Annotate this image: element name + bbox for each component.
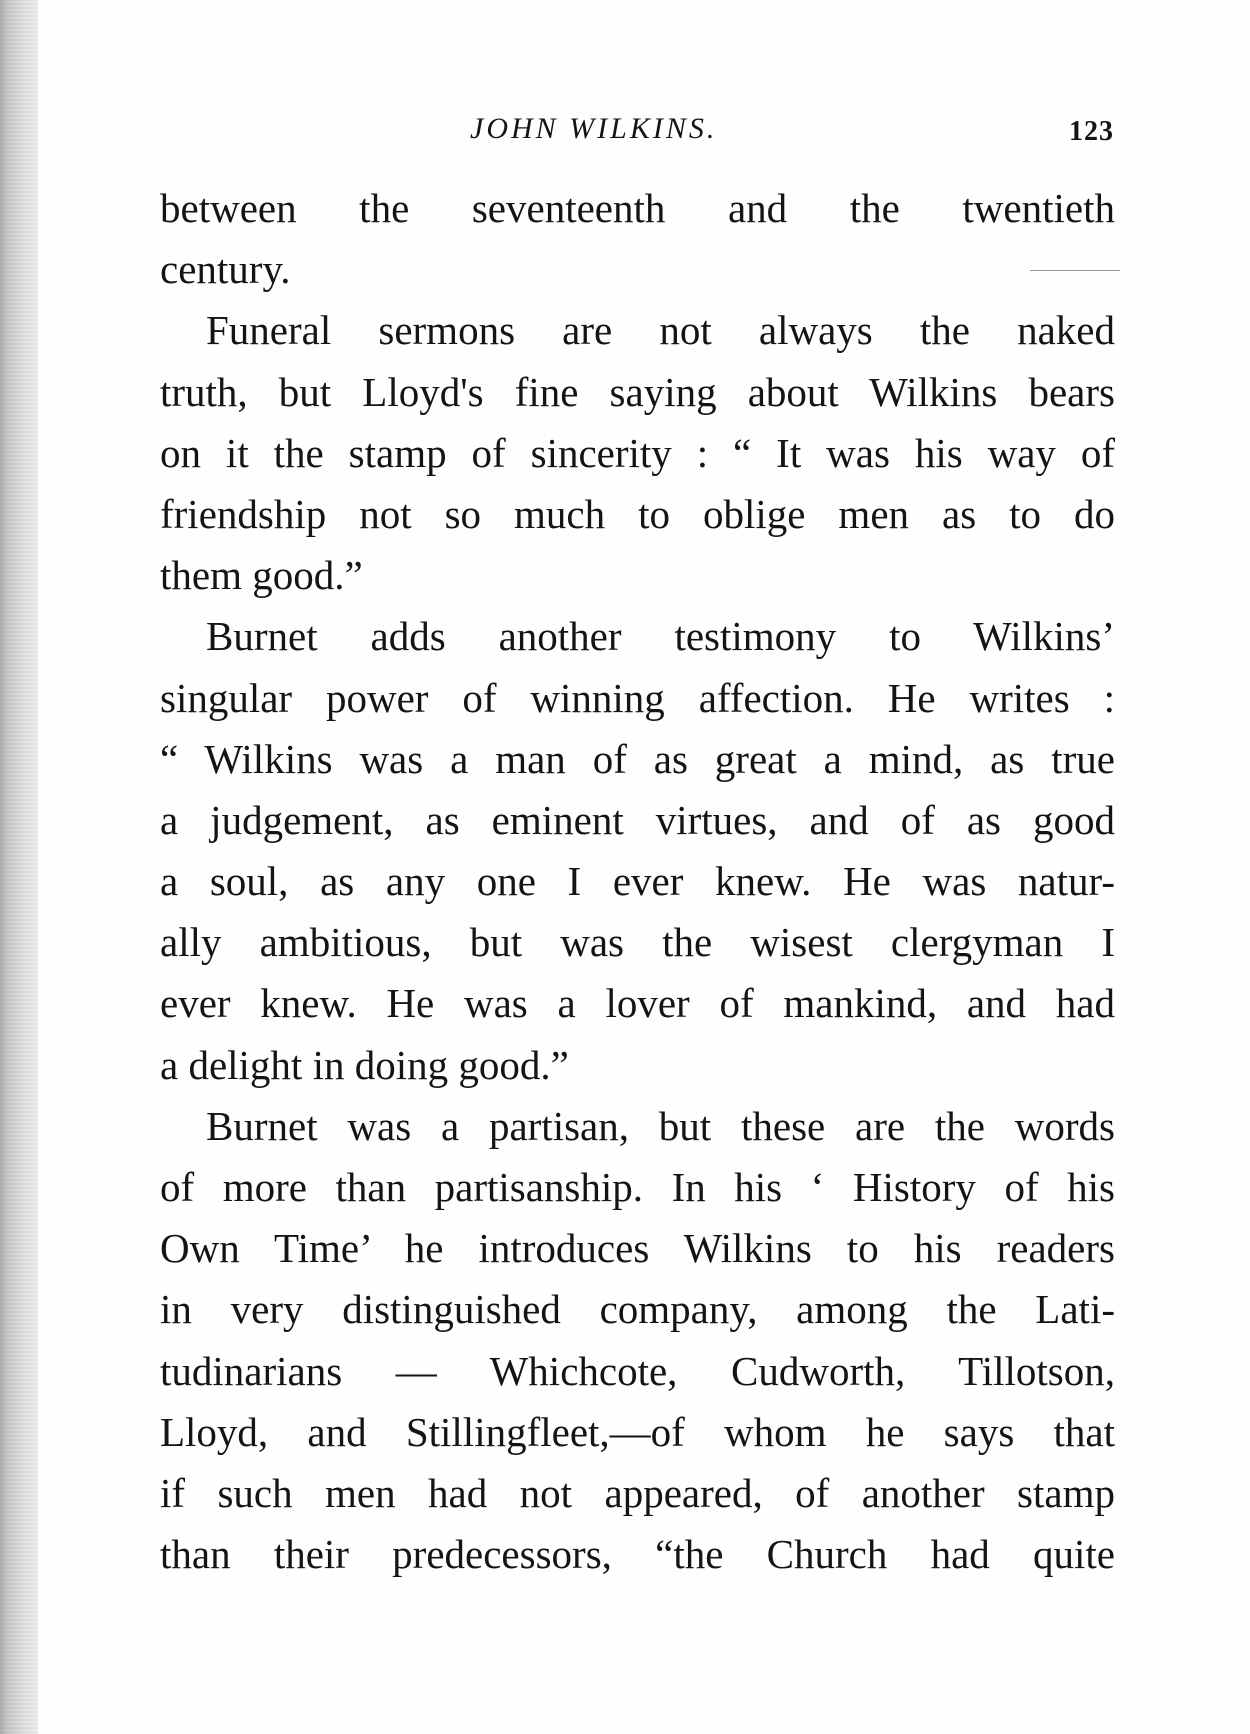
text-line: a soul, as any one I ever knew. He was natur- — [160, 858, 1115, 905]
scan-shadow-edge — [0, 0, 38, 1734]
text-line: singular power of winning affection. He writes : — [160, 674, 1115, 721]
running-header — [160, 112, 1120, 156]
text-line: them good.” — [160, 552, 363, 599]
text-line: a delight in doing good.” — [160, 1041, 569, 1088]
paragraph-start-line: Burnet was a partisan, but these are the words — [206, 1102, 1115, 1149]
text-line: a judgement, as eminent virtues, and of as good — [160, 796, 1115, 843]
text-line: of more than partisanship. In his ‘ History of his — [160, 1164, 1115, 1210]
text-line: ally ambitious, but was the wisest clergyman I — [160, 919, 1115, 966]
text-line: on it the stamp of sincerity : “ It was his way of — [160, 429, 1115, 476]
running-title: JOHN WILKINS. — [470, 112, 718, 145]
body-text — [160, 178, 1115, 1585]
text-line: “ Wilkins was a man of as great a mind, as true — [160, 735, 1115, 782]
text-line: friendship not so much to oblige men as to do — [160, 490, 1115, 537]
text-line: between the seventeenth and the twentieth — [160, 185, 1115, 231]
paragraph-start-line: Funeral sermons are not always the naked — [206, 307, 1115, 354]
text-line: tudinarians — Whichcote, Cudworth, Tillotson, — [160, 1347, 1115, 1394]
text-line: Own Time’ he introduces Wilkins to his readers — [160, 1225, 1115, 1272]
text-line: truth, but Lloyd's fine saying about Wilkins bears — [160, 368, 1115, 415]
text-line: Lloyd, and Stillingfleet,—of whom he says that — [160, 1408, 1115, 1455]
paragraph-start-line: Burnet adds another testimony to Wilkins’ — [206, 613, 1115, 660]
text-line: century. — [160, 246, 291, 293]
page-number: 123 — [1069, 116, 1114, 147]
text-line: in very distinguished company, among the Lati- — [160, 1286, 1115, 1333]
text-line: than their predecessors, “the Church had quite — [160, 1531, 1115, 1578]
text-line: ever knew. He was a lover of mankind, and had — [160, 980, 1115, 1027]
text-line: if such men had not appeared, of another stamp — [160, 1469, 1115, 1516]
